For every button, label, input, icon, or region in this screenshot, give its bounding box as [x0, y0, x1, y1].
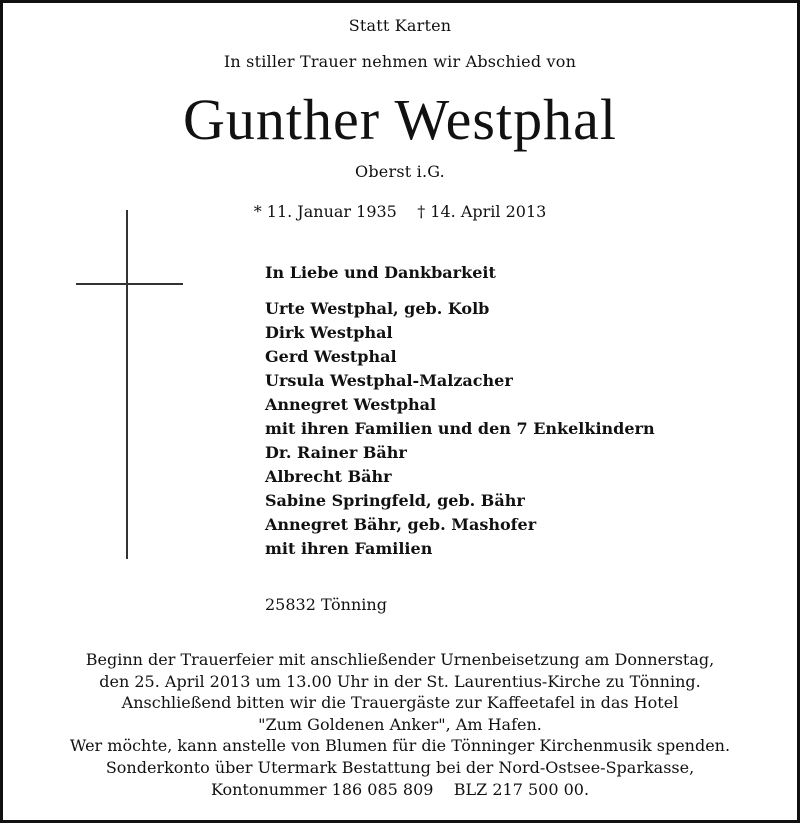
family-member: Dirk Westphal — [265, 323, 393, 342]
cross-icon — [126, 210, 128, 559]
intro-text: In stiller Trauer nehmen wir Abschied von — [223, 52, 577, 71]
statt-karten-text: Statt Karten — [348, 16, 452, 35]
ceremony-line: Beginn der Trauerfeier mit anschließender Urnenbeisetzung am Donnerstag, — [85, 650, 715, 669]
family-member: mit ihren Familien — [265, 539, 433, 558]
ceremony-line: Anschließend bitten wir die Trauergäste zur Kaffeetafel in das Hotel — [121, 693, 679, 713]
family-member: Gerd Westphal — [265, 347, 397, 366]
family-member: Ursula Westphal-Malzacher — [265, 371, 513, 390]
family-member: Dr. Rainer Bähr — [265, 443, 407, 462]
deceased-name: Gunther Westphal — [183, 87, 617, 152]
life-dates: * 11. Januar 1935 † 14. April 2013 — [253, 202, 547, 221]
family-intro: In Liebe und Dankbarkeit — [265, 263, 496, 282]
ceremony-info — [3, 649, 797, 800]
cross-icon-bar — [76, 283, 183, 285]
family-member: Annegret Westphal — [265, 395, 437, 414]
family-block — [265, 261, 655, 561]
family-member: mit ihren Familien und den 7 Enkelkindern — [265, 419, 655, 438]
location-text: 25832 Tönning — [265, 595, 387, 614]
deceased-title: Oberst i.G. — [355, 162, 445, 181]
family-member: Sabine Springfeld, geb. Bähr — [265, 491, 525, 510]
ceremony-line: den 25. April 2013 um 13.00 Uhr in der St. Laurentius-Kirche zu Tönning. — [99, 671, 701, 691]
family-member: Albrecht Bähr — [265, 467, 392, 486]
ceremony-line: Wer möchte, kann anstelle von Blumen für die Tönninger Kirchenmusik spenden. — [69, 736, 731, 756]
family-member: Annegret Bähr, geb. Mashofer — [265, 515, 537, 534]
ceremony-line: Sonderkonto über Utermark Bestattung bei der Nord-Ostsee-Sparkasse, — [105, 757, 695, 777]
ceremony-line: Kontonummer 186 085 809 BLZ 217 500 00. — [210, 779, 590, 799]
ceremony-line: "Zum Goldenen Anker", Am Hafen. — [258, 714, 542, 734]
family-member: Urte Westphal, geb. Kolb — [265, 299, 490, 318]
